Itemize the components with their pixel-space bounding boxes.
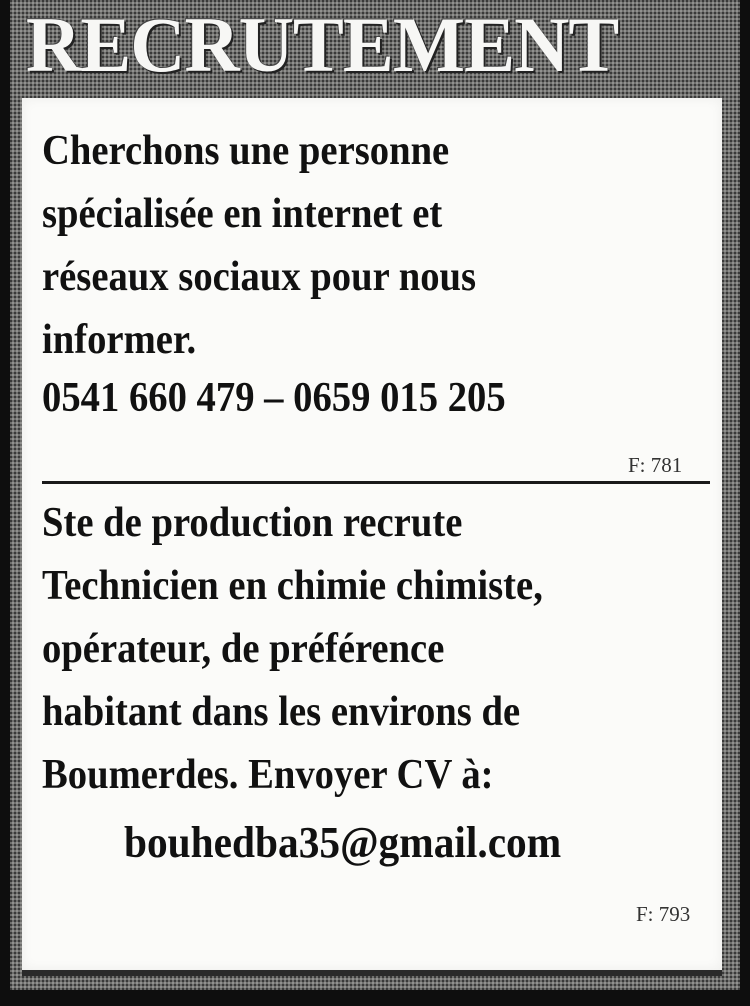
ad-2-line: opérateur, de préférence: [42, 626, 445, 672]
ad-1-reference: F: 781: [628, 453, 683, 477]
ad-1-line: Cherchons une personne: [42, 128, 450, 174]
ad-1-body: [42, 120, 476, 372]
ad-2-line: habitant dans les environs de: [42, 689, 521, 735]
ad-2-line: Boumerdes. Envoyer CV à:: [42, 752, 494, 798]
ad-1-phone-numbers: 0541 660 479 – 0659 015 205: [42, 375, 506, 421]
ad-2-reference: F: 793: [636, 902, 691, 926]
ad-divider: [42, 481, 710, 484]
section-title: RECRUTEMENT: [26, 1, 619, 88]
ad-1-line: réseaux sociaux pour nous: [42, 254, 477, 300]
ad-2-email: bouhedba35@gmail.com: [124, 818, 562, 867]
bottom-rule: [22, 970, 722, 976]
ad-2-line: Technicien en chimie chimiste,: [42, 563, 543, 609]
ad-1-line: spécialisée en internet et: [42, 191, 443, 237]
ad-2-body: [42, 492, 543, 807]
ad-1-line: informer.: [42, 317, 197, 363]
ad-2-line: Ste de production recrute: [42, 500, 463, 546]
